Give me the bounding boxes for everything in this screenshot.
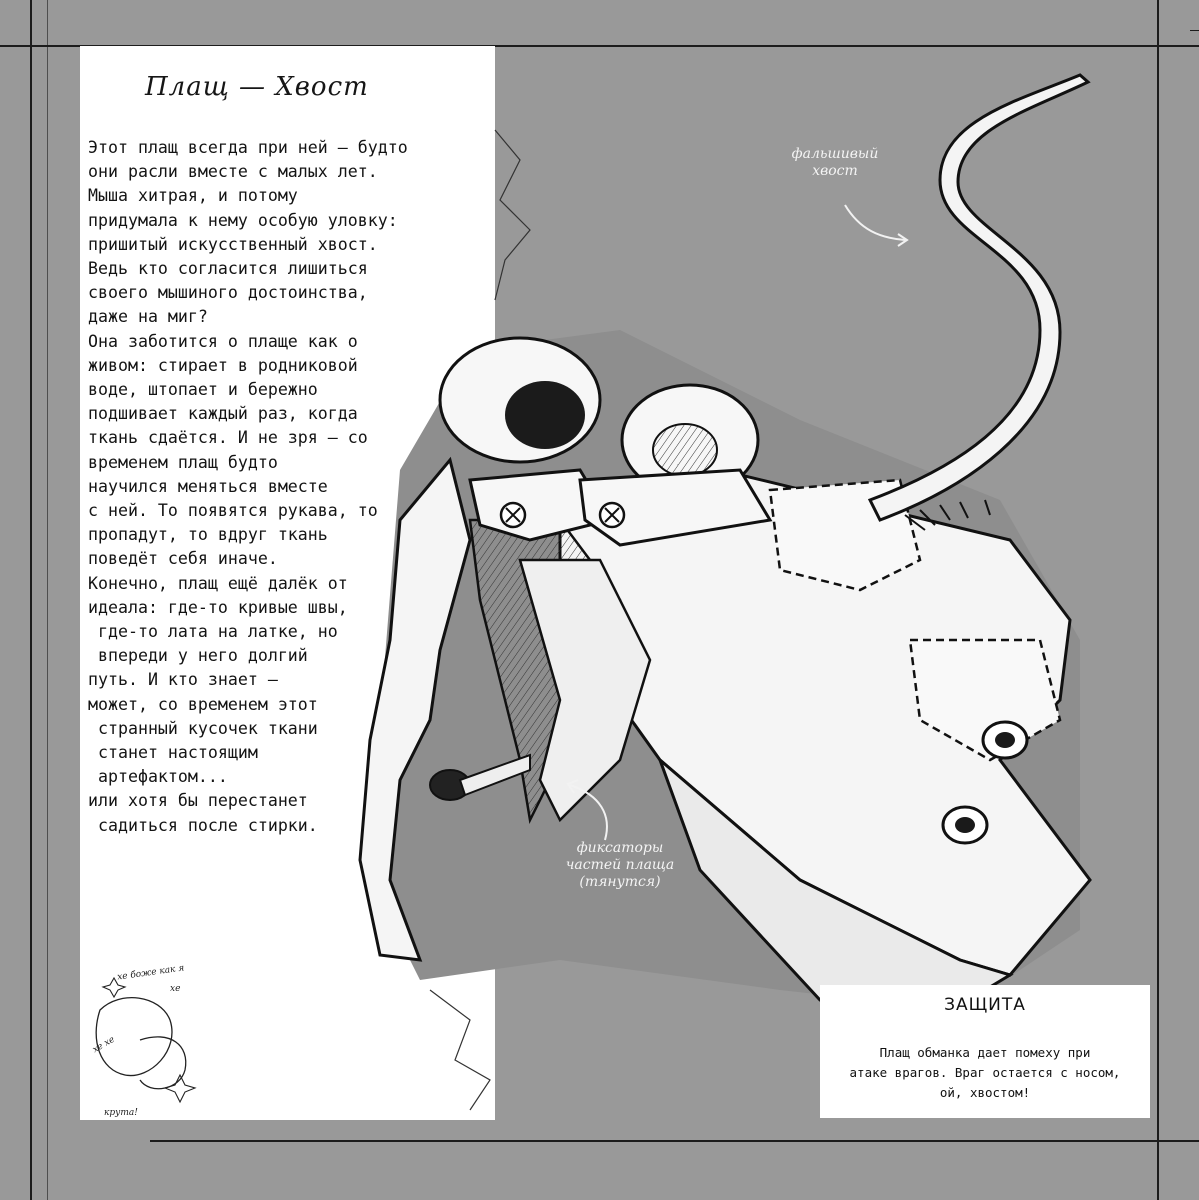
story-line: садиться после стирки.: [88, 815, 318, 835]
story-line: путь. И кто знает —: [88, 670, 278, 690]
story-line: или хотя бы перестанет: [88, 791, 308, 811]
story-line: своего мышиного достоинства,: [88, 283, 368, 303]
doodle-text-left: хе хе: [91, 1034, 117, 1056]
story-line: поведёт себя иначе.: [88, 549, 278, 569]
story-line: пропадут, то вдруг ткань: [88, 525, 328, 545]
story-line: ткань сдаётся. И не зря — со: [88, 428, 368, 448]
story-line: идеала: где-то кривые швы,: [88, 597, 348, 617]
annotation-fasteners-line3: (тянутся): [579, 874, 661, 890]
info-box-line2: атаке врагов. Враг остается с носом,: [849, 1065, 1121, 1080]
doodle-text-mid: хе: [170, 984, 181, 994]
annotation-fake-tail-line1: фальшивый: [791, 146, 879, 162]
story-line: пришитый искусственный хвост.: [88, 234, 378, 254]
story-line: может, со временем этот: [88, 694, 318, 714]
info-box-line1: Плащ обманка дает помеху при: [879, 1045, 1091, 1060]
story-line: они расли вместе с малых лет.: [88, 162, 378, 182]
story-line: станет настоящим: [88, 743, 258, 763]
annotation-fake-tail-line2: хвост: [812, 163, 858, 179]
story-line: воде, штопает и бережно: [88, 380, 318, 400]
story-line: временем плащ будто: [88, 452, 278, 472]
doodle-text-bottom: крута!: [104, 1108, 138, 1118]
info-box-title: ЗАЩИТА: [944, 995, 1026, 1015]
story-line: живом: стирает в родниковой: [88, 355, 358, 375]
story-line: артефактом...: [88, 767, 228, 787]
story-line: Конечно, плащ ещё далёк от: [88, 573, 348, 593]
story-line: Этот плащ всегда при ней — будто: [88, 138, 408, 157]
story-line: Она заботится о плаще как о: [88, 331, 358, 351]
story-line: впереди у него долгий: [88, 646, 308, 666]
annotation-fasteners-line2: частей плаща: [565, 857, 675, 873]
doodle-text-top: хе боже как я: [116, 963, 185, 983]
story-line: где-то лата на латке, но: [88, 622, 338, 642]
story-line: подшивает каждый раз, когда: [88, 404, 358, 424]
annotation-fasteners-line1: фиксаторы: [576, 840, 664, 856]
page-title: Плащ — Хвост: [145, 72, 369, 102]
story-line: даже на миг?: [88, 307, 208, 327]
story-line: странный кусочек ткани: [88, 718, 318, 738]
story-line: Мыша хитрая, и потому: [88, 186, 298, 206]
story-line: придумала к нему особую уловку:: [88, 210, 398, 230]
story-line: с ней. То появятся рукава, то: [88, 501, 378, 521]
info-box-line3: ой, хвостом!: [939, 1085, 1031, 1100]
story-line: научился меняться вместе: [88, 476, 328, 496]
story-line: Ведь кто согласится лишиться: [88, 259, 368, 279]
